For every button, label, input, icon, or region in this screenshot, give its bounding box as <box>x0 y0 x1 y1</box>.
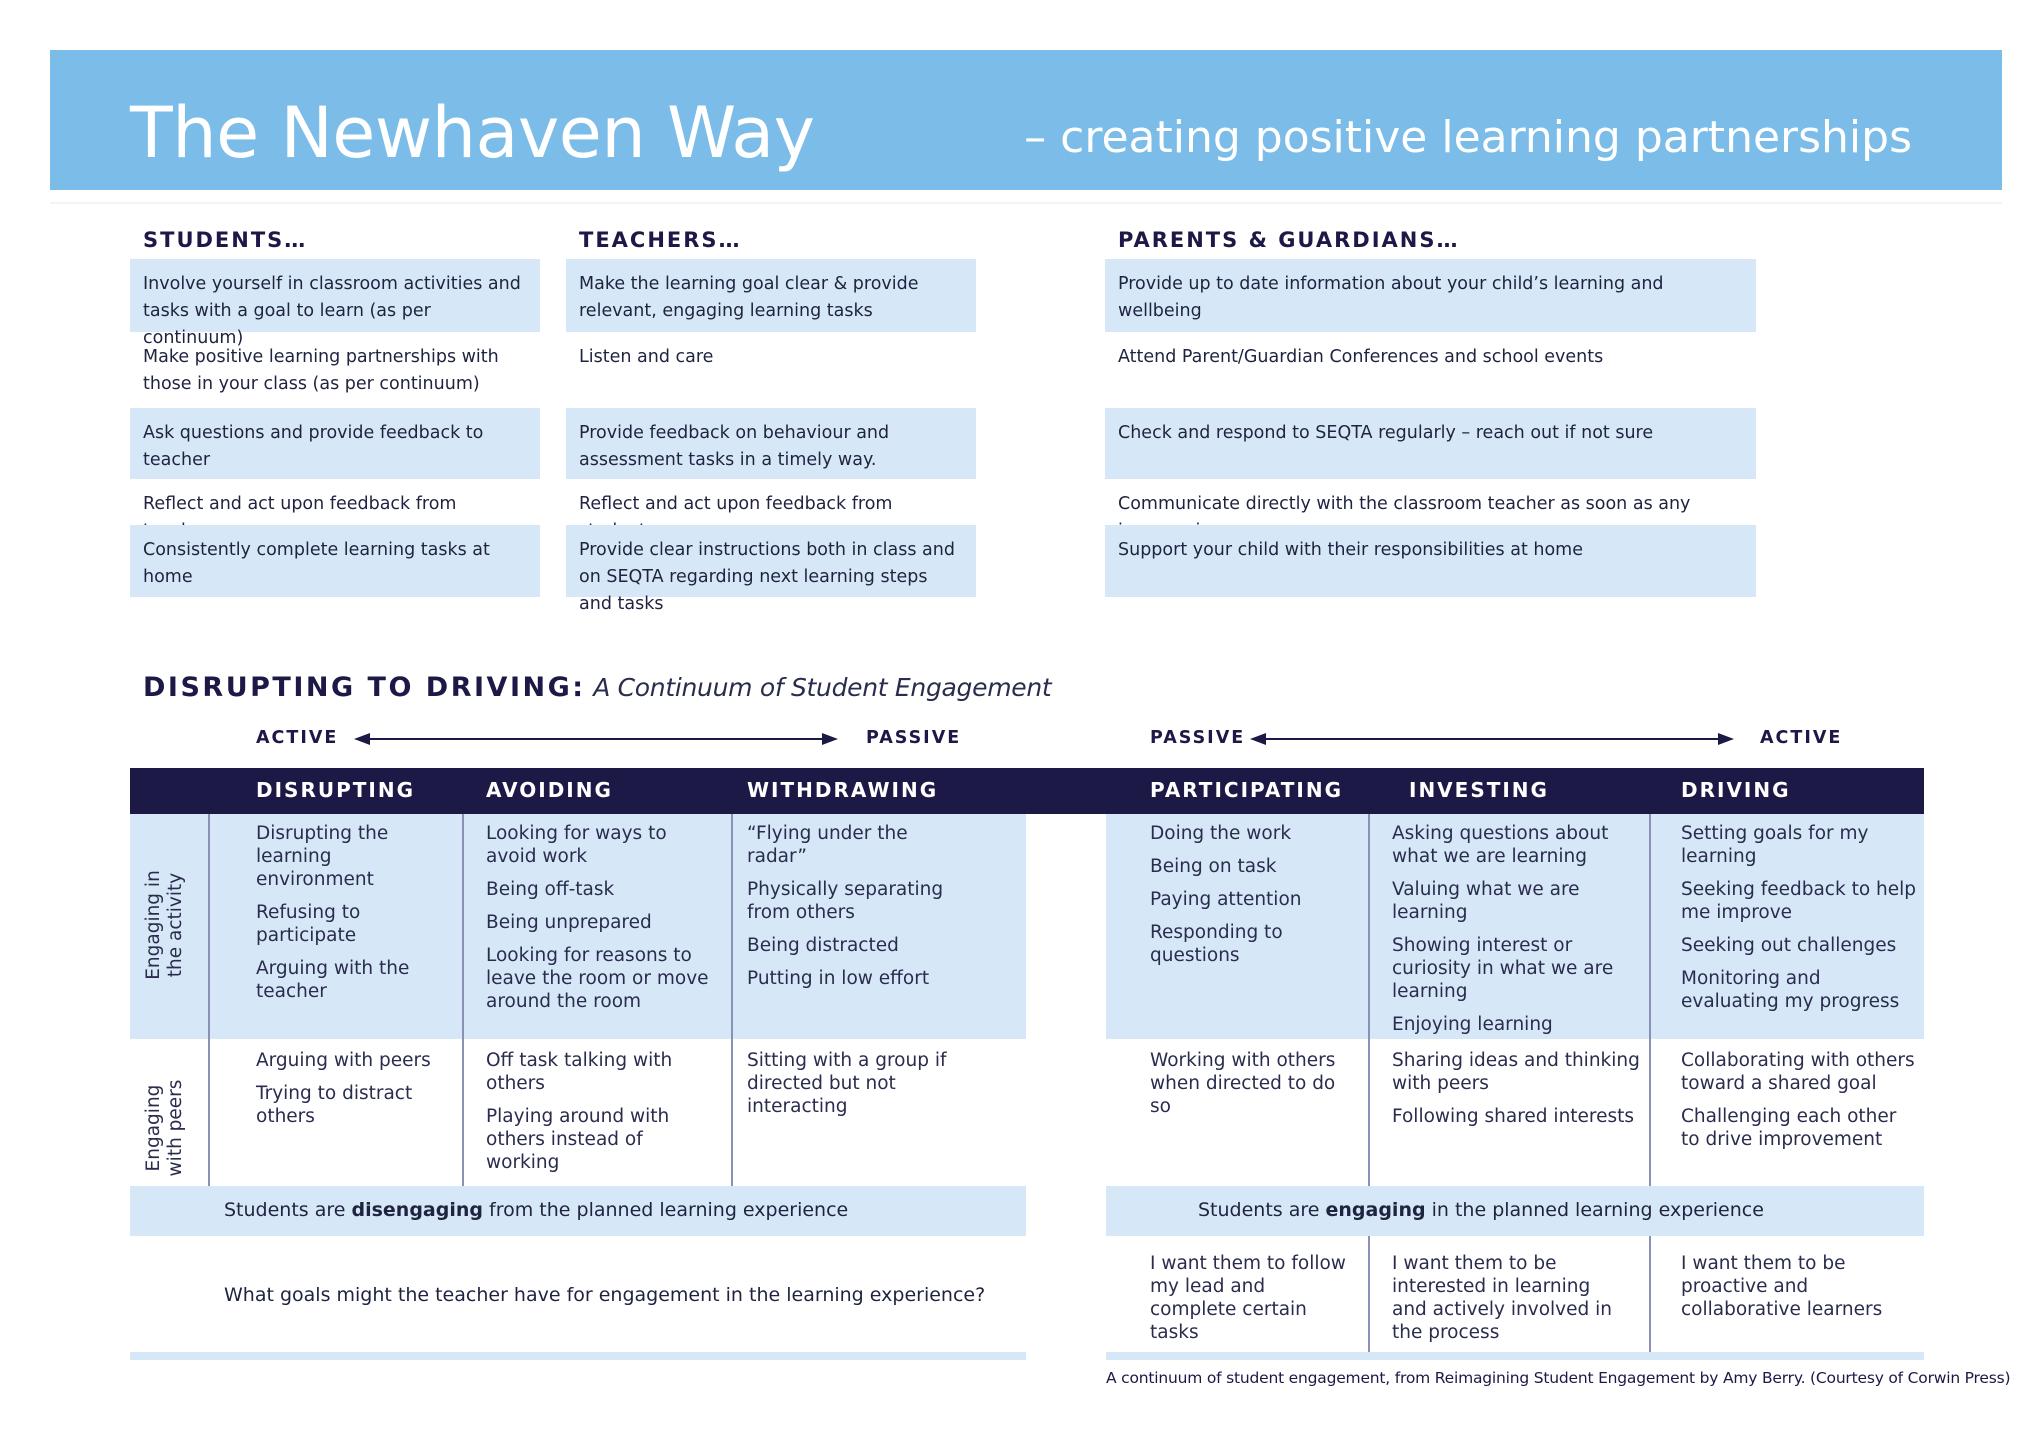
right-direction-from: PASSIVE <box>1150 728 1246 748</box>
goal-investing: I want them to be interested in learning and actively involved in the process <box>1392 1253 1612 1343</box>
list-item: Monitoring and evaluating my progress <box>1681 968 1900 1012</box>
teachers-item-3: Provide feedback on behaviour and assessment tasks in a timely way. <box>566 408 976 479</box>
peers-driving <box>1681 1049 1917 1161</box>
list-item: Sitting with a group if directed but not interacting <box>747 1050 947 1117</box>
list-item: Seeking out challenges <box>1681 935 1897 956</box>
list-item: Being on task <box>1150 856 1277 877</box>
source-credit: A continuum of student engagement, from Reimagining Student Engagement by Amy Berry. (Courtesy of Corwin Press) <box>1106 1369 2011 1387</box>
peers-disrupting <box>256 1049 454 1138</box>
row-label-divider <box>208 814 210 1186</box>
page-title: The Newhaven Way <box>130 92 815 174</box>
list-item: Playing around with others instead of working <box>486 1106 670 1173</box>
column-divider <box>1368 814 1370 1186</box>
double-arrow-icon <box>1250 730 1734 748</box>
row-label-activity: Engaging in the activity <box>143 870 186 980</box>
bottom-rule-right <box>1106 1352 1924 1360</box>
peers-participating <box>1150 1049 1350 1128</box>
list-item: Looking for reasons to leave the room or move around the room <box>486 945 709 1012</box>
list-item: Enjoying learning <box>1392 1014 1553 1035</box>
list-item: “Flying under the radar” <box>747 823 908 867</box>
stage-avoiding: AVOIDING <box>486 778 613 802</box>
disengaging-summary: Students are disengaging from the planned learning experience <box>224 1199 849 1221</box>
parents-heading: PARENTS & GUARDIANS… <box>1118 228 1460 252</box>
list-item: Trying to distract others <box>256 1083 413 1127</box>
activity-driving <box>1681 822 1917 1023</box>
list-item: Being distracted <box>747 935 899 956</box>
list-item: Arguing with peers <box>256 1050 431 1071</box>
students-item-3: Ask questions and provide feedback to teacher <box>130 408 540 479</box>
activity-participating <box>1150 822 1350 977</box>
peers-withdrawing <box>747 1049 947 1128</box>
peers-avoiding <box>486 1049 721 1184</box>
activity-withdrawing <box>747 822 947 1000</box>
list-item: Seeking feedback to help me improve <box>1681 879 1917 923</box>
column-divider <box>462 814 464 1186</box>
teachers-item-2: Listen and care <box>579 347 714 367</box>
list-item: Being unprepared <box>486 912 652 933</box>
column-divider <box>1649 1236 1651 1352</box>
stage-participating: PARTICIPATING <box>1150 778 1343 802</box>
stage-disrupting: DISRUPTING <box>256 778 415 802</box>
teachers-item-4: Reflect and act upon feedback from <box>579 494 893 514</box>
activity-disrupting <box>256 822 454 1013</box>
list-item: Challenging each other to drive improvement <box>1681 1106 1897 1150</box>
list-item: Looking for ways to avoid work <box>486 823 667 867</box>
stage-investing: INVESTING <box>1409 778 1549 802</box>
list-item: Being off-task <box>486 879 615 900</box>
students-item-2: Make positive learning partnerships with those in your class (as per continuum) <box>143 347 499 394</box>
parents-item-1: Provide up to date information about your child’s learning and wellbeing <box>1105 259 1756 332</box>
peers-investing <box>1392 1049 1642 1138</box>
list-item: Responding to questions <box>1150 922 1283 966</box>
stage-withdrawing: WITHDRAWING <box>747 778 939 802</box>
teachers-item-5: Provide clear instructions both in class and on SEQTA regarding next learning steps and tasks <box>566 525 976 597</box>
list-item: Putting in low effort <box>747 968 930 989</box>
column-divider <box>1368 1236 1370 1352</box>
list-item: Refusing to participate <box>256 902 361 946</box>
list-item: Valuing what we are learning <box>1392 879 1580 923</box>
list-item: Collaborating with others toward a shared goal <box>1681 1050 1915 1094</box>
column-divider <box>1649 814 1651 1186</box>
list-item: Off task talking with others <box>486 1050 673 1094</box>
goal-driving: I want them to be proactive and collaborative learners <box>1681 1253 1883 1320</box>
teachers-item-1: Make the learning goal clear & provide relevant, engaging learning tasks <box>566 259 976 332</box>
bottom-rule-left <box>130 1352 1026 1360</box>
left-direction-to: PASSIVE <box>866 728 962 748</box>
continuum-heading-bold: DISRUPTING TO DRIVING: <box>143 672 586 703</box>
parents-item-2: Attend Parent/Guardian Conferences and school events <box>1118 347 1604 367</box>
column-divider <box>731 814 733 1186</box>
title-banner <box>50 50 2002 190</box>
list-item: Working with others when directed to do so <box>1150 1050 1336 1117</box>
students-item-1: Involve yourself in classroom activities and tasks with a goal to learn (as per continuum) <box>130 259 540 332</box>
goal-question: What goals might the teacher have for engagement in the learning experience? <box>224 1284 986 1306</box>
students-item-4: Reflect and act upon feedback from <box>143 494 457 514</box>
activity-investing <box>1392 822 1642 1046</box>
list-item: Arguing with the teacher <box>256 958 410 1002</box>
page-subtitle: – creating positive learning partnerships <box>1024 112 1912 163</box>
banner-divider <box>50 202 2002 204</box>
parents-item-4: Communicate directly with the classroom teacher as soon as any <box>1118 494 1691 514</box>
continuum-heading <box>143 672 1051 703</box>
list-item: Physically separating from others <box>747 879 944 923</box>
teachers-heading: TEACHERS… <box>579 228 742 252</box>
list-item: Setting goals for my learning <box>1681 823 1869 867</box>
parents-item-5: Support your child with their responsibilities at home <box>1105 525 1756 597</box>
engaging-summary: Students are engaging in the planned learning experience <box>1198 1199 1764 1221</box>
list-item: Doing the work <box>1150 823 1292 844</box>
left-direction-from: ACTIVE <box>256 728 339 748</box>
stage-driving: DRIVING <box>1681 778 1791 802</box>
continuum-heading-italic: A Continuum of Student Engagement <box>585 673 1052 702</box>
list-item: Asking questions about what we are learning <box>1392 823 1609 867</box>
row-label-peers: Engaging with peers <box>143 1079 186 1177</box>
students-heading: STUDENTS… <box>143 228 308 252</box>
list-item: Following shared interests <box>1392 1106 1635 1127</box>
list-item: Paying attention <box>1150 889 1302 910</box>
right-direction-to: ACTIVE <box>1760 728 1843 748</box>
goal-participating: I want them to follow my lead and complete certain tasks <box>1150 1253 1346 1343</box>
list-item: Disrupting the learning environment <box>256 823 389 890</box>
double-arrow-icon <box>354 730 838 748</box>
activity-avoiding <box>486 822 721 1023</box>
parents-item-3: Check and respond to SEQTA regularly – reach out if not sure <box>1105 408 1756 479</box>
list-item: Sharing ideas and thinking with peers <box>1392 1050 1640 1094</box>
list-item: Showing interest or curiosity in what we are learning <box>1392 935 1614 1002</box>
students-item-5: Consistently complete learning tasks at home <box>130 525 540 597</box>
